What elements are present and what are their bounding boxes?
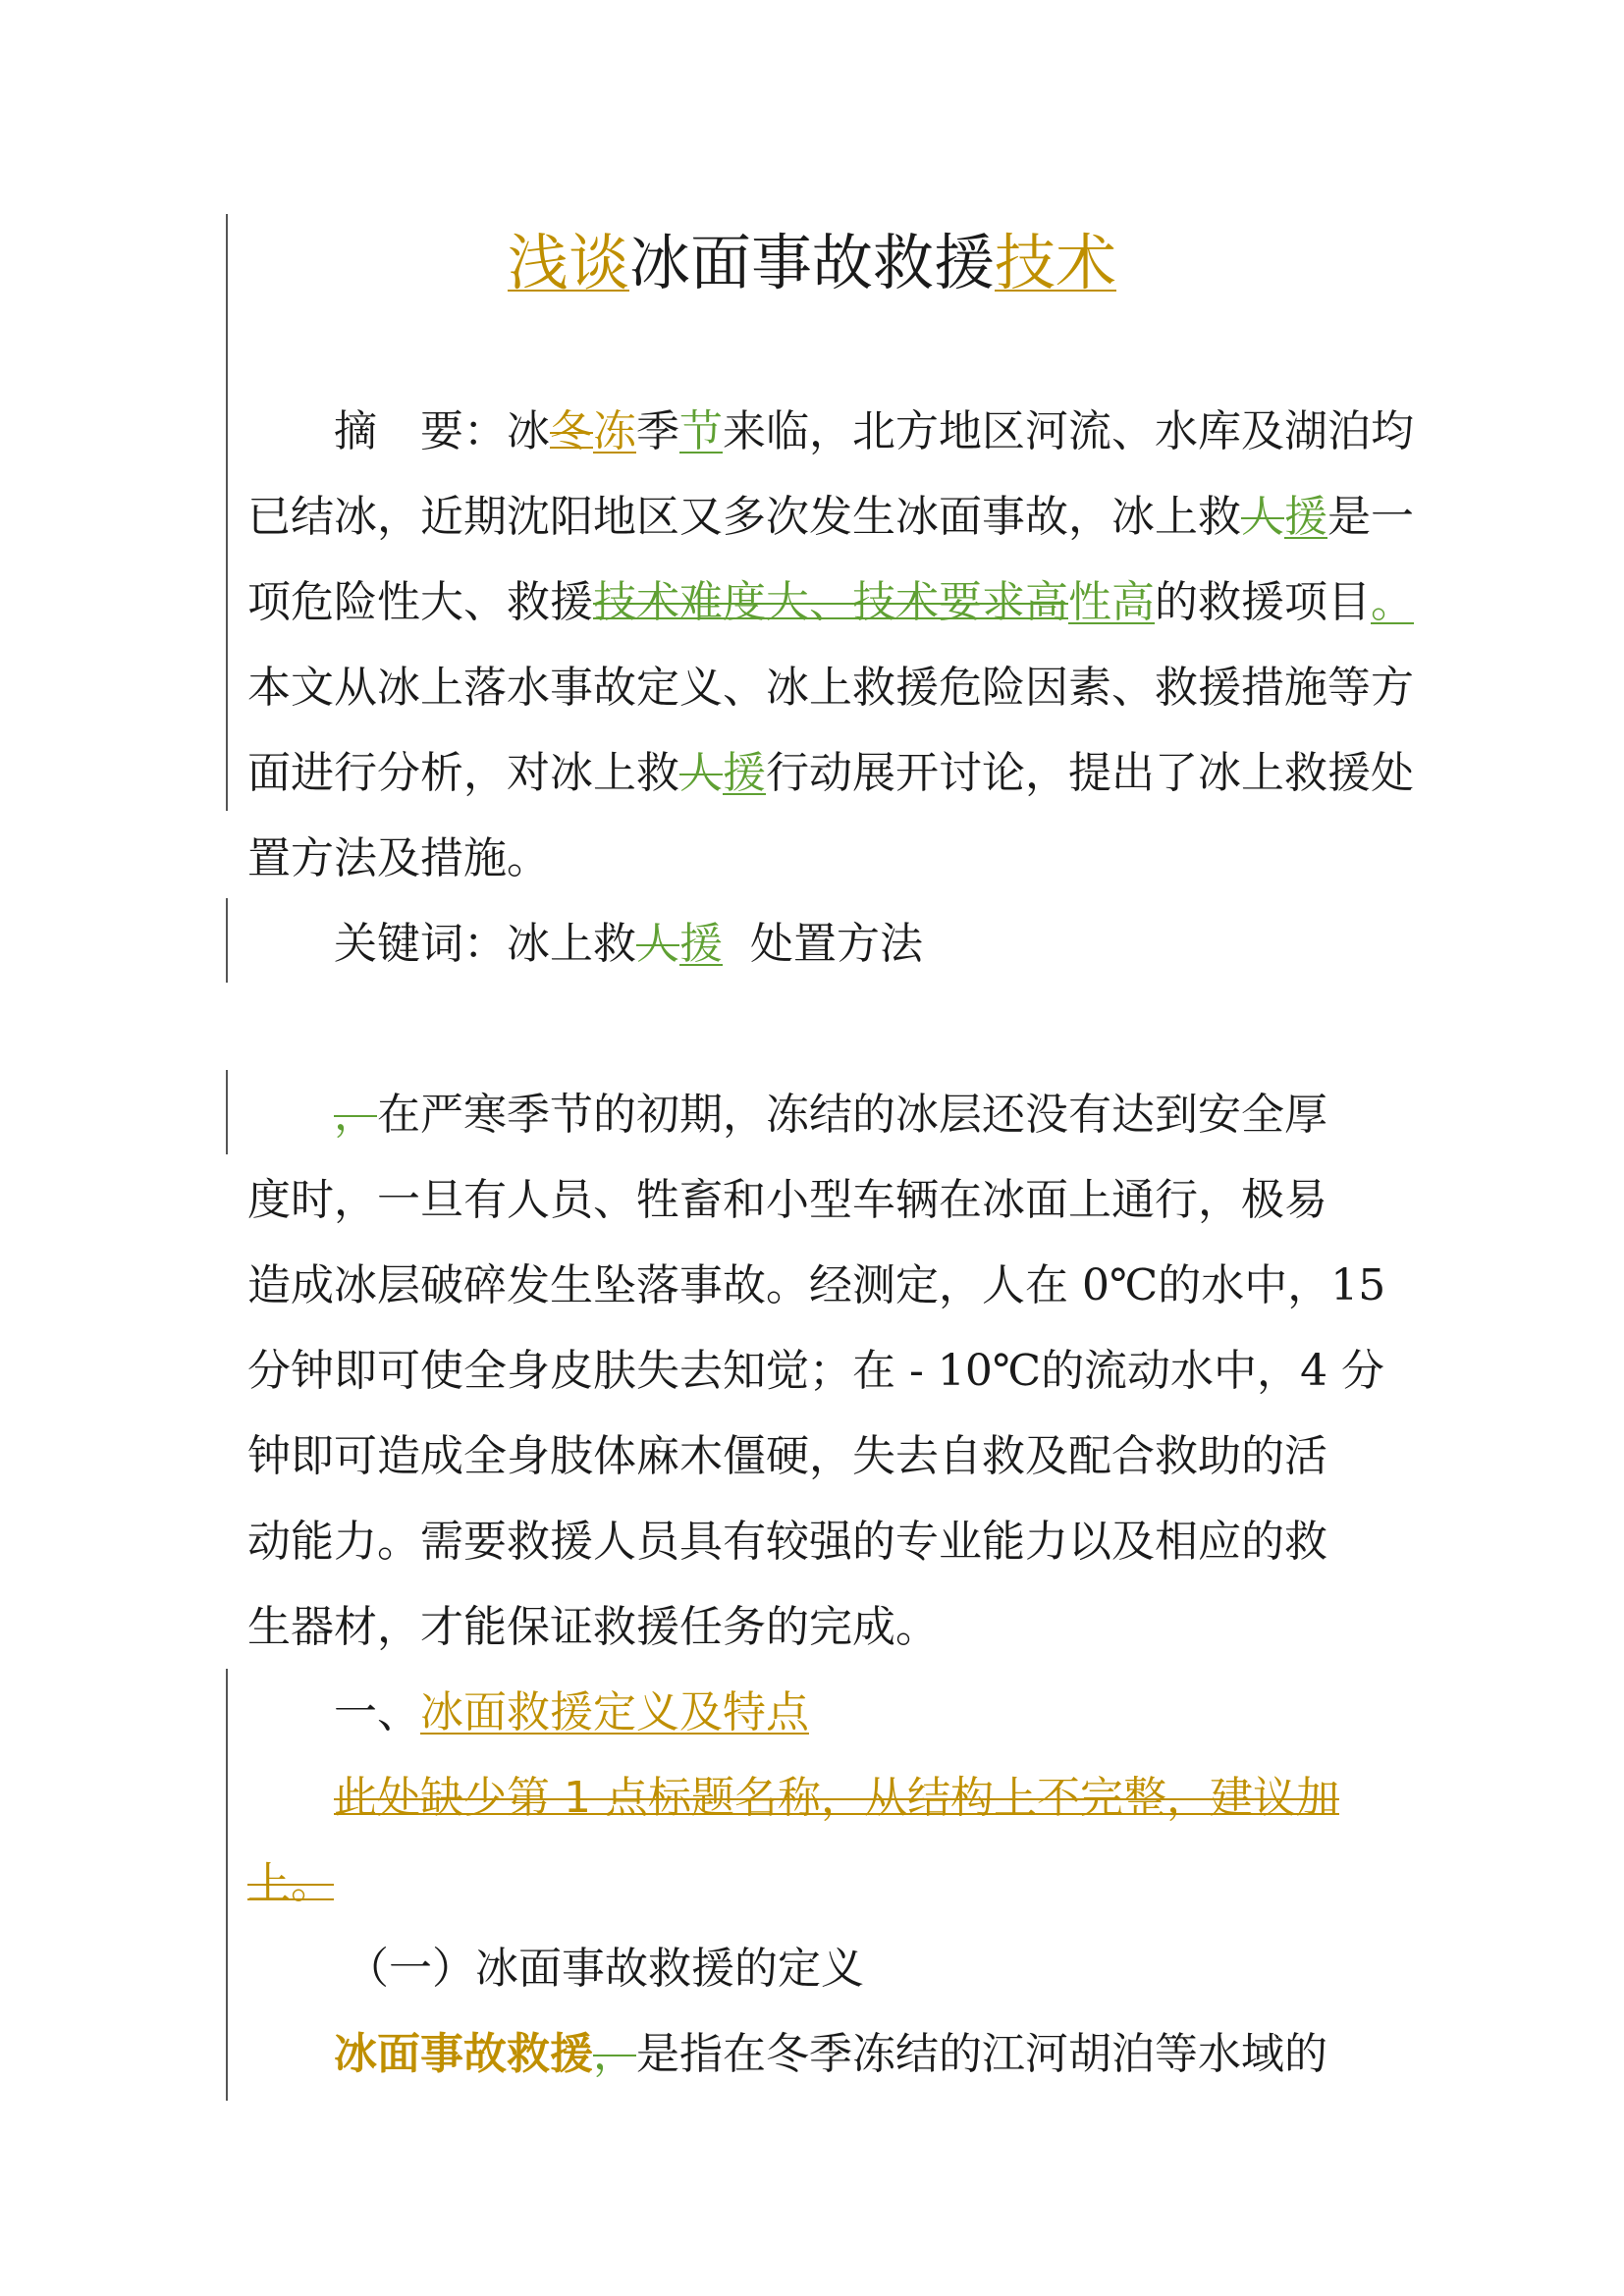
text-run: 处置方法 xyxy=(723,919,923,969)
deleted-text: 此处缺少第 1 点标题名称，从结构上不完整，建议加 xyxy=(334,1773,1339,1823)
number: 0℃ xyxy=(1082,1260,1159,1310)
text-run: 在严寒季节的初期，冻结的冰层还没有达到安全厚 xyxy=(377,1090,1327,1140)
deleted-text: 人 xyxy=(679,748,723,798)
body-line xyxy=(247,1427,1386,1486)
section-heading xyxy=(247,1683,1386,1742)
text-run: 造成冰层破碎发生坠落事故。经测定，人在 xyxy=(247,1260,1082,1310)
inserted-text: 性高 xyxy=(1068,577,1155,627)
text-run: 的救援项目 xyxy=(1155,577,1371,627)
text-run: 项危险性大、救援 xyxy=(247,577,593,627)
bold-term: 冰面事故救援 xyxy=(334,2029,593,2079)
title-text: 冰面事故救援 xyxy=(628,227,995,298)
text-run: 是一 xyxy=(1327,492,1414,542)
inserted-text: 援 xyxy=(723,748,766,798)
text-run: 分 xyxy=(1327,1346,1385,1396)
body-line xyxy=(247,1598,1386,1657)
keywords-line xyxy=(247,915,1386,974)
abstract-line xyxy=(247,829,1386,888)
deleted-text: 冬 xyxy=(550,406,593,456)
inserted-text: 冻 xyxy=(593,406,636,456)
abstract-line xyxy=(247,573,1414,632)
subsection-heading xyxy=(247,1940,1386,1999)
abstract-line xyxy=(247,402,1414,461)
body-line xyxy=(247,1513,1386,1572)
text-run: 度时，一旦有人员、牲畜和小型车辆在冰面上通行，极易 xyxy=(247,1175,1327,1225)
inserted-text: 援 xyxy=(679,919,723,969)
abstract-line xyxy=(247,488,1414,547)
number: 15 xyxy=(1330,1260,1386,1310)
abstract-line xyxy=(247,744,1414,803)
deleted-text: ， xyxy=(593,2029,636,2079)
change-bar xyxy=(226,898,228,983)
change-bar xyxy=(226,214,228,811)
deleted-text: 人 xyxy=(1241,492,1284,542)
number: 4 xyxy=(1300,1346,1328,1396)
text-run: 动能力。需要救援人员具有较强的专业能力以及相应的救 xyxy=(247,1517,1327,1567)
deleted-text: 人 xyxy=(636,919,679,969)
abstract-label: 摘 要： xyxy=(334,406,507,456)
body-line xyxy=(247,1171,1386,1230)
body-line xyxy=(247,1256,1386,1315)
section-number: 一、 xyxy=(334,1687,420,1737)
text-run: 的水中， xyxy=(1158,1260,1331,1310)
inserted-text: 技术 xyxy=(995,227,1117,298)
change-bar xyxy=(226,1070,228,1154)
change-bar xyxy=(226,1669,228,2101)
text-run: 季 xyxy=(636,406,679,456)
body-line xyxy=(247,2025,1386,2084)
text-run: 分钟即可使全身皮肤失去知觉；在 xyxy=(247,1346,909,1396)
deleted-text: 技术难度大、技术要求高 xyxy=(593,577,1068,627)
review-note xyxy=(247,1854,1386,1913)
inserted-text: 冰面救援定义及特点 xyxy=(420,1687,809,1737)
text-run: 是指在冬季冻结的江河胡泊等水域的 xyxy=(636,2029,1327,2079)
document-title xyxy=(0,224,1624,302)
keywords-label: 关键词：冰上救 xyxy=(334,919,636,969)
text-run: 面进行分析，对冰上救 xyxy=(247,748,679,798)
number: - 10℃ xyxy=(909,1346,1042,1396)
review-note xyxy=(247,1769,1386,1828)
inserted-text: 节 xyxy=(679,406,723,456)
abstract-line xyxy=(247,659,1414,718)
text-run: 钟即可造成全身肢体麻木僵硬，失去自救及配合救助的活 xyxy=(247,1431,1327,1481)
subsection-title: （一）冰面事故救援的定义 xyxy=(346,1944,864,1994)
text-run: 冰 xyxy=(507,406,550,456)
text-run: 的流动水中， xyxy=(1041,1346,1301,1396)
text-run: 行动展开讨论，提出了冰上救援处 xyxy=(766,748,1414,798)
deleted-text: ， xyxy=(334,1090,377,1140)
text-run: 本文从冰上落水事故定义、冰上救援危险因素、救援措施等方 xyxy=(247,663,1414,713)
inserted-text: 援 xyxy=(1284,492,1327,542)
inserted-text: 。 xyxy=(1371,577,1414,627)
body-line xyxy=(247,1086,1386,1145)
text-run: 生器材，才能保证救援任务的完成。 xyxy=(247,1602,939,1652)
body-line xyxy=(247,1342,1386,1401)
deleted-text: 上。 xyxy=(247,1858,334,1908)
text-run: 已结冰，近期沈阳地区又多次发生冰面事故，冰上救 xyxy=(247,492,1241,542)
text-run: 置方法及措施。 xyxy=(247,833,550,883)
text-run: 来临，北方地区河流、水库及湖泊均 xyxy=(723,406,1414,456)
inserted-text: 浅谈 xyxy=(507,227,629,298)
